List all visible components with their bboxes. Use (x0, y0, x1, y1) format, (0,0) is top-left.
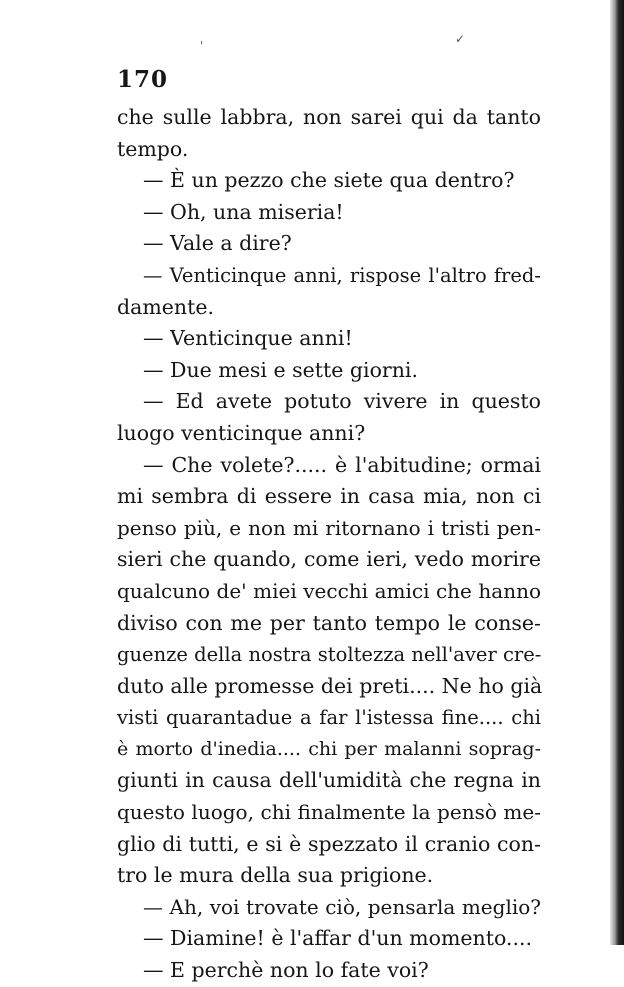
text-line: diviso con me per tanto tempo le conse- (117, 610, 541, 635)
text-line: — Diamine! è l'affar d'un momento.... (143, 926, 532, 951)
text-line: — Ed avete potuto vivere in questo (143, 389, 541, 414)
text-line: che sulle labbra, non sarei qui da tanto (117, 105, 541, 129)
text-line: — Ah, voi trovate ciò, pensarla meglio? (143, 894, 541, 919)
text-line: guenze della nostra stoltezza nell'aver cre- (117, 643, 542, 667)
text-line: — E perchè non lo fate voi? (143, 958, 429, 983)
text-line: glio di tutti, e si è spezzato il cranio con- (117, 831, 541, 856)
text-line: visti quarantadue a far l'istessa fine.... chi (117, 706, 541, 730)
text-line: — Venticinque anni! (143, 326, 353, 351)
text-line: tro le mura della sua prigione. (117, 863, 434, 888)
text-line: sieri che quando, come ieri, vedo morire (117, 547, 541, 572)
page-edge-shadow (610, 0, 624, 945)
text-line: — Due mesi e sette giorni. (143, 357, 418, 382)
ink-speck: ✓ (455, 32, 466, 46)
text-line: — Che volete?..... è l'abitudine; ormai (143, 452, 541, 477)
text-line: giunti in causa dell'umidità che regna in (117, 768, 541, 793)
page-text (117, 102, 541, 987)
text-line: qualcuno de' miei vecchi amici che hanno (117, 578, 541, 603)
ink-speck: ' (200, 39, 204, 53)
text-line: damente. (117, 294, 215, 319)
page-number: 170 (117, 66, 169, 93)
text-line: — Vale a dire? (143, 231, 292, 256)
text-line: mi sembra di essere in casa mia, non ci (117, 484, 541, 509)
text-line: — Oh, una miseria! (143, 199, 344, 224)
text-line: tempo. (117, 136, 189, 161)
text-line: questo luogo, chi finalmente la pensò me- (117, 800, 541, 825)
text-line: — È un pezzo che siete qua dentro? (143, 168, 515, 193)
text-line: è morto d'inedia.... chi per malanni soprag- (117, 737, 541, 760)
text-line: duto alle promesse dei preti.... Ne ho già (117, 673, 543, 698)
text-line: penso più, e non mi ritornano i tristi pen- (117, 515, 541, 540)
text-line: luogo venticinque anni? (117, 420, 366, 445)
text-line: — Venticinque anni, rispose l'altro fred- (143, 263, 541, 287)
